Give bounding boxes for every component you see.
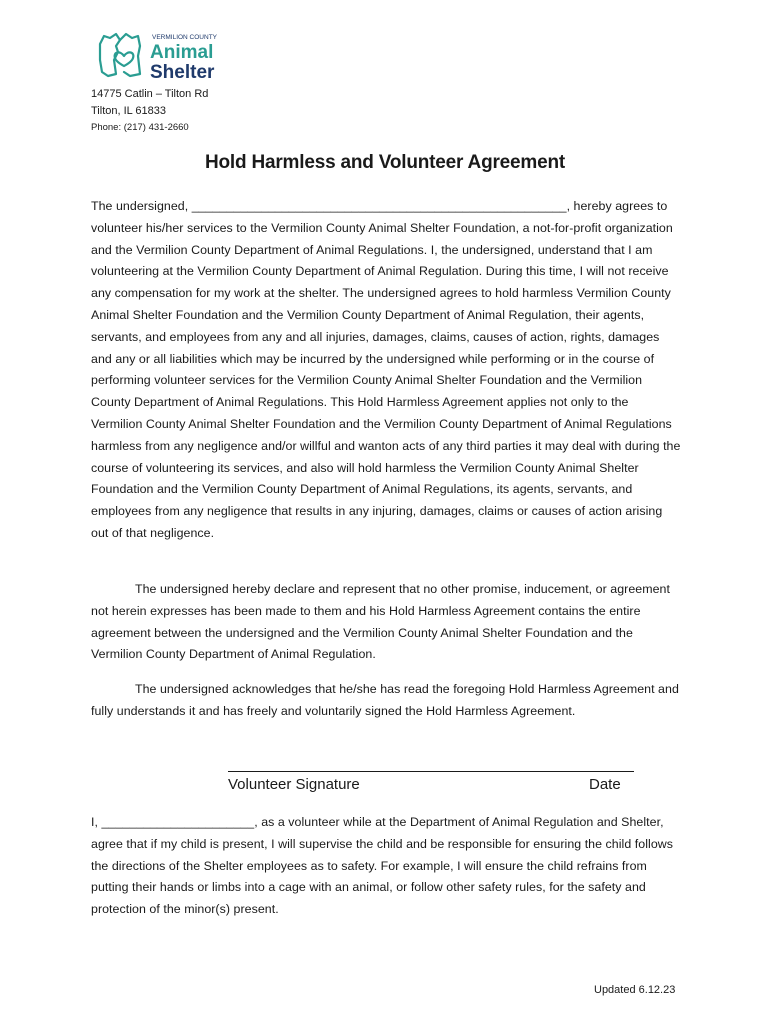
paragraph-3-text: The undersigned acknowledges that he/she has read the foregoing Hold Harmless Agreement and fully understands it and has freely and voluntarily signed the Hold Harmless Agreement. — [91, 682, 679, 718]
volunteer-signature-label: Volunteer Signature — [228, 776, 360, 793]
child-supervision-paragraph — [91, 812, 681, 921]
updated-date: Updated 6.12.23 — [594, 984, 676, 996]
logo-top-line: VERMILION COUNTY — [152, 34, 218, 41]
volunteer-name-blank[interactable]: ______________________________________________________ — [191, 199, 567, 213]
guardian-name-blank[interactable]: ______________________ — [101, 815, 255, 829]
agreement-paragraph-1 — [91, 196, 681, 545]
shelter-address — [91, 86, 208, 136]
document-title: Hold Harmless and Volunteer Agreement — [204, 152, 566, 173]
agreement-paragraph-2 — [91, 579, 681, 666]
shelter-logo — [94, 30, 224, 82]
logo-line-shelter: Shelter — [150, 62, 215, 82]
date-label: Date — [589, 776, 621, 793]
paragraph-4-lead: I, — [91, 815, 102, 829]
logo-line-animal: Animal — [150, 42, 214, 63]
paragraph-1-lead: The undersigned, — [91, 199, 192, 213]
agreement-paragraph-3 — [91, 679, 681, 723]
address-phone: Phone: (217) 431-2660 — [91, 122, 189, 133]
paragraph-1-text: , hereby agrees to volunteer his/her services to the Vermilion County Animal Shelter Foundation, a not-for-profit organization and the Vermilion County Department of Animal Regulations. I, the undersigned, understand that I am volunteering at the Vermilion County Department of Animal Regulation. During this time, I will not receive any compensation for my work at the shelter. The undersigned agrees to hold harmless Vermilion County Animal Shelter Foundation and the Vermilion County Department of Animal Regulation, their agents, servants, and employees from any and all injuries, damages, claims, causes of action, rights, damages and any or all liabilities which may be incurred by the undersigned while performing or in the course of performing volunteer services for the Vermilion County Animal Shelter Foundation and the Vermilion County Department of Animal Regulations. This Hold Harmless Agreement applies not only to the Vermilion County Animal Shelter Foundation and the Vermilion County Department of Animal Regulations harmless from any negligence and/or willful and wanton acts of any third parties it may deal with during the course of volunteering its services, and also will hold harmless the Vermilion County Animal Shelter Foundation and the Vermilion County Department of Animal Regulations, its agents, servants, and employees from any negligence that results in any injuring, damages, claims or causes of action arising out of that negligence. — [91, 199, 681, 540]
paragraph-4-text: , as a volunteer while at the Department of Animal Regulation and Shelter, agree that if my child is present, I will supervise the child and be responsible for ensuring the child follows the directions of the Shelter employees as to safety. For example, I will ensure the child refrains from putting their hands or limbs into a cage with an animal, or follow other safety rules, for the safety and protection of the minor(s) present. — [91, 815, 674, 917]
address-city: Tilton, IL 61833 — [91, 105, 167, 117]
paragraph-2-text: The undersigned hereby declare and represent that no other promise, inducement, or agreement not herein expresses has been made to them and his Hold Harmless Agreement contains the entire agreement between the undersigned and the Vermilion County Animal Shelter Foundation and the Vermilion County Department of Animal Regulation. — [91, 582, 670, 662]
dog-cat-heart-icon — [94, 30, 224, 82]
signature-line[interactable] — [228, 771, 634, 772]
address-street: 14775 Catlin – Tilton Rd — [91, 88, 209, 100]
